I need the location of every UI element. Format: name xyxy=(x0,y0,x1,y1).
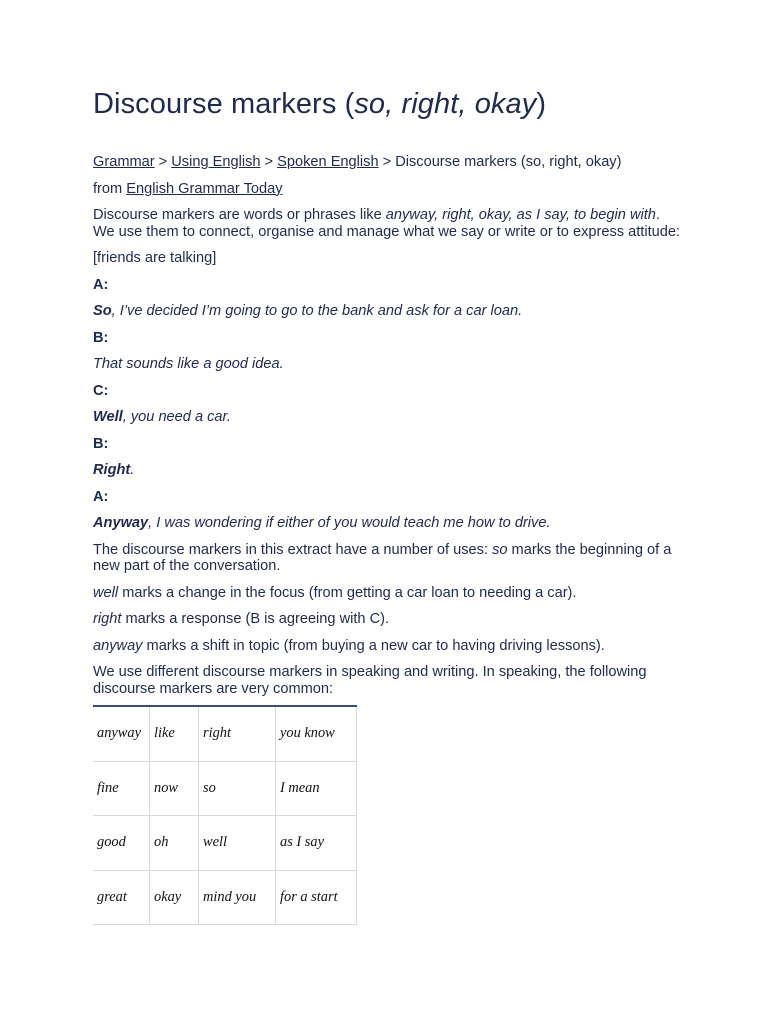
common-markers-intro: We use different discourse markers in speaking and writing. In speaking, the following discourse markers are very common: xyxy=(93,664,647,697)
table-cell: now xyxy=(150,761,199,816)
dialogue-line: Anyway, I was wondering if either of you would teach me how to drive. xyxy=(93,515,551,531)
table-row xyxy=(93,761,357,816)
table-row xyxy=(93,816,357,871)
source-link[interactable]: English Grammar Today xyxy=(126,180,283,197)
table-cell: you know xyxy=(276,706,357,761)
context-note: [friends are talking] xyxy=(93,250,217,266)
dialogue-line: Well, you need a car. xyxy=(93,409,231,425)
breadcrumb-link-spoken-english[interactable]: Spoken English xyxy=(277,154,379,170)
speaker-label: B: xyxy=(93,435,109,452)
speaker-label: A: xyxy=(93,488,109,505)
table-cell: right xyxy=(199,706,276,761)
table-cell: for a start xyxy=(276,870,357,925)
breadcrumb-current: Discourse markers (so, right, okay) xyxy=(395,154,622,170)
speaker-label: B: xyxy=(93,329,109,346)
explanation-paragraph: well marks a change in the focus (from getting a car loan to needing a car). xyxy=(93,584,577,601)
table-cell: anyway xyxy=(93,706,150,761)
breadcrumb-link-using-english[interactable]: Using English xyxy=(171,154,261,170)
table-cell: great xyxy=(93,870,150,925)
table-cell: fine xyxy=(93,761,150,816)
table-cell: okay xyxy=(150,870,199,925)
table-cell: so xyxy=(199,761,276,816)
dialogue xyxy=(93,277,683,532)
intro-paragraph: Discourse markers are words or phrases like anyway, right, okay, as I say, to begin with. We use them to connect, organise and manage what we say or write or to express attitude: xyxy=(93,207,681,240)
breadcrumb-link-grammar[interactable]: Grammar xyxy=(93,154,155,170)
page-title: Discourse markers (so, right, okay) xyxy=(93,88,547,120)
dialogue-line: Right. xyxy=(93,462,135,478)
table-cell: I mean xyxy=(276,761,357,816)
discourse-markers-table xyxy=(93,705,357,925)
speaker-label: C: xyxy=(93,382,109,399)
explanation-paragraph: right marks a response (B is agreeing with C). xyxy=(93,611,390,627)
table-cell: oh xyxy=(150,816,199,871)
dialogue-line: So, I’ve decided I’m going to go to the bank and ask for a car loan. xyxy=(93,303,523,319)
table-row xyxy=(93,706,357,761)
breadcrumb: Grammar > Using English > Spoken English > Discourse markers (so, right, okay) xyxy=(93,154,622,170)
table-cell: like xyxy=(150,706,199,761)
table-row xyxy=(93,870,357,925)
table-cell: well xyxy=(199,816,276,871)
table-cell: as I say xyxy=(276,816,357,871)
table-cell: good xyxy=(93,816,150,871)
speaker-label: A: xyxy=(93,276,109,293)
dialogue-line: That sounds like a good idea. xyxy=(93,356,284,372)
explanation-paragraph: anyway marks a shift in topic (from buying a new car to having driving lessons). xyxy=(93,637,605,654)
source-line: from English Grammar Today xyxy=(93,180,283,197)
table-cell: mind you xyxy=(199,870,276,925)
explanation-paragraph: The discourse markers in this extract have a number of uses: so marks the beginning of a new part of the conversation. xyxy=(93,541,672,574)
